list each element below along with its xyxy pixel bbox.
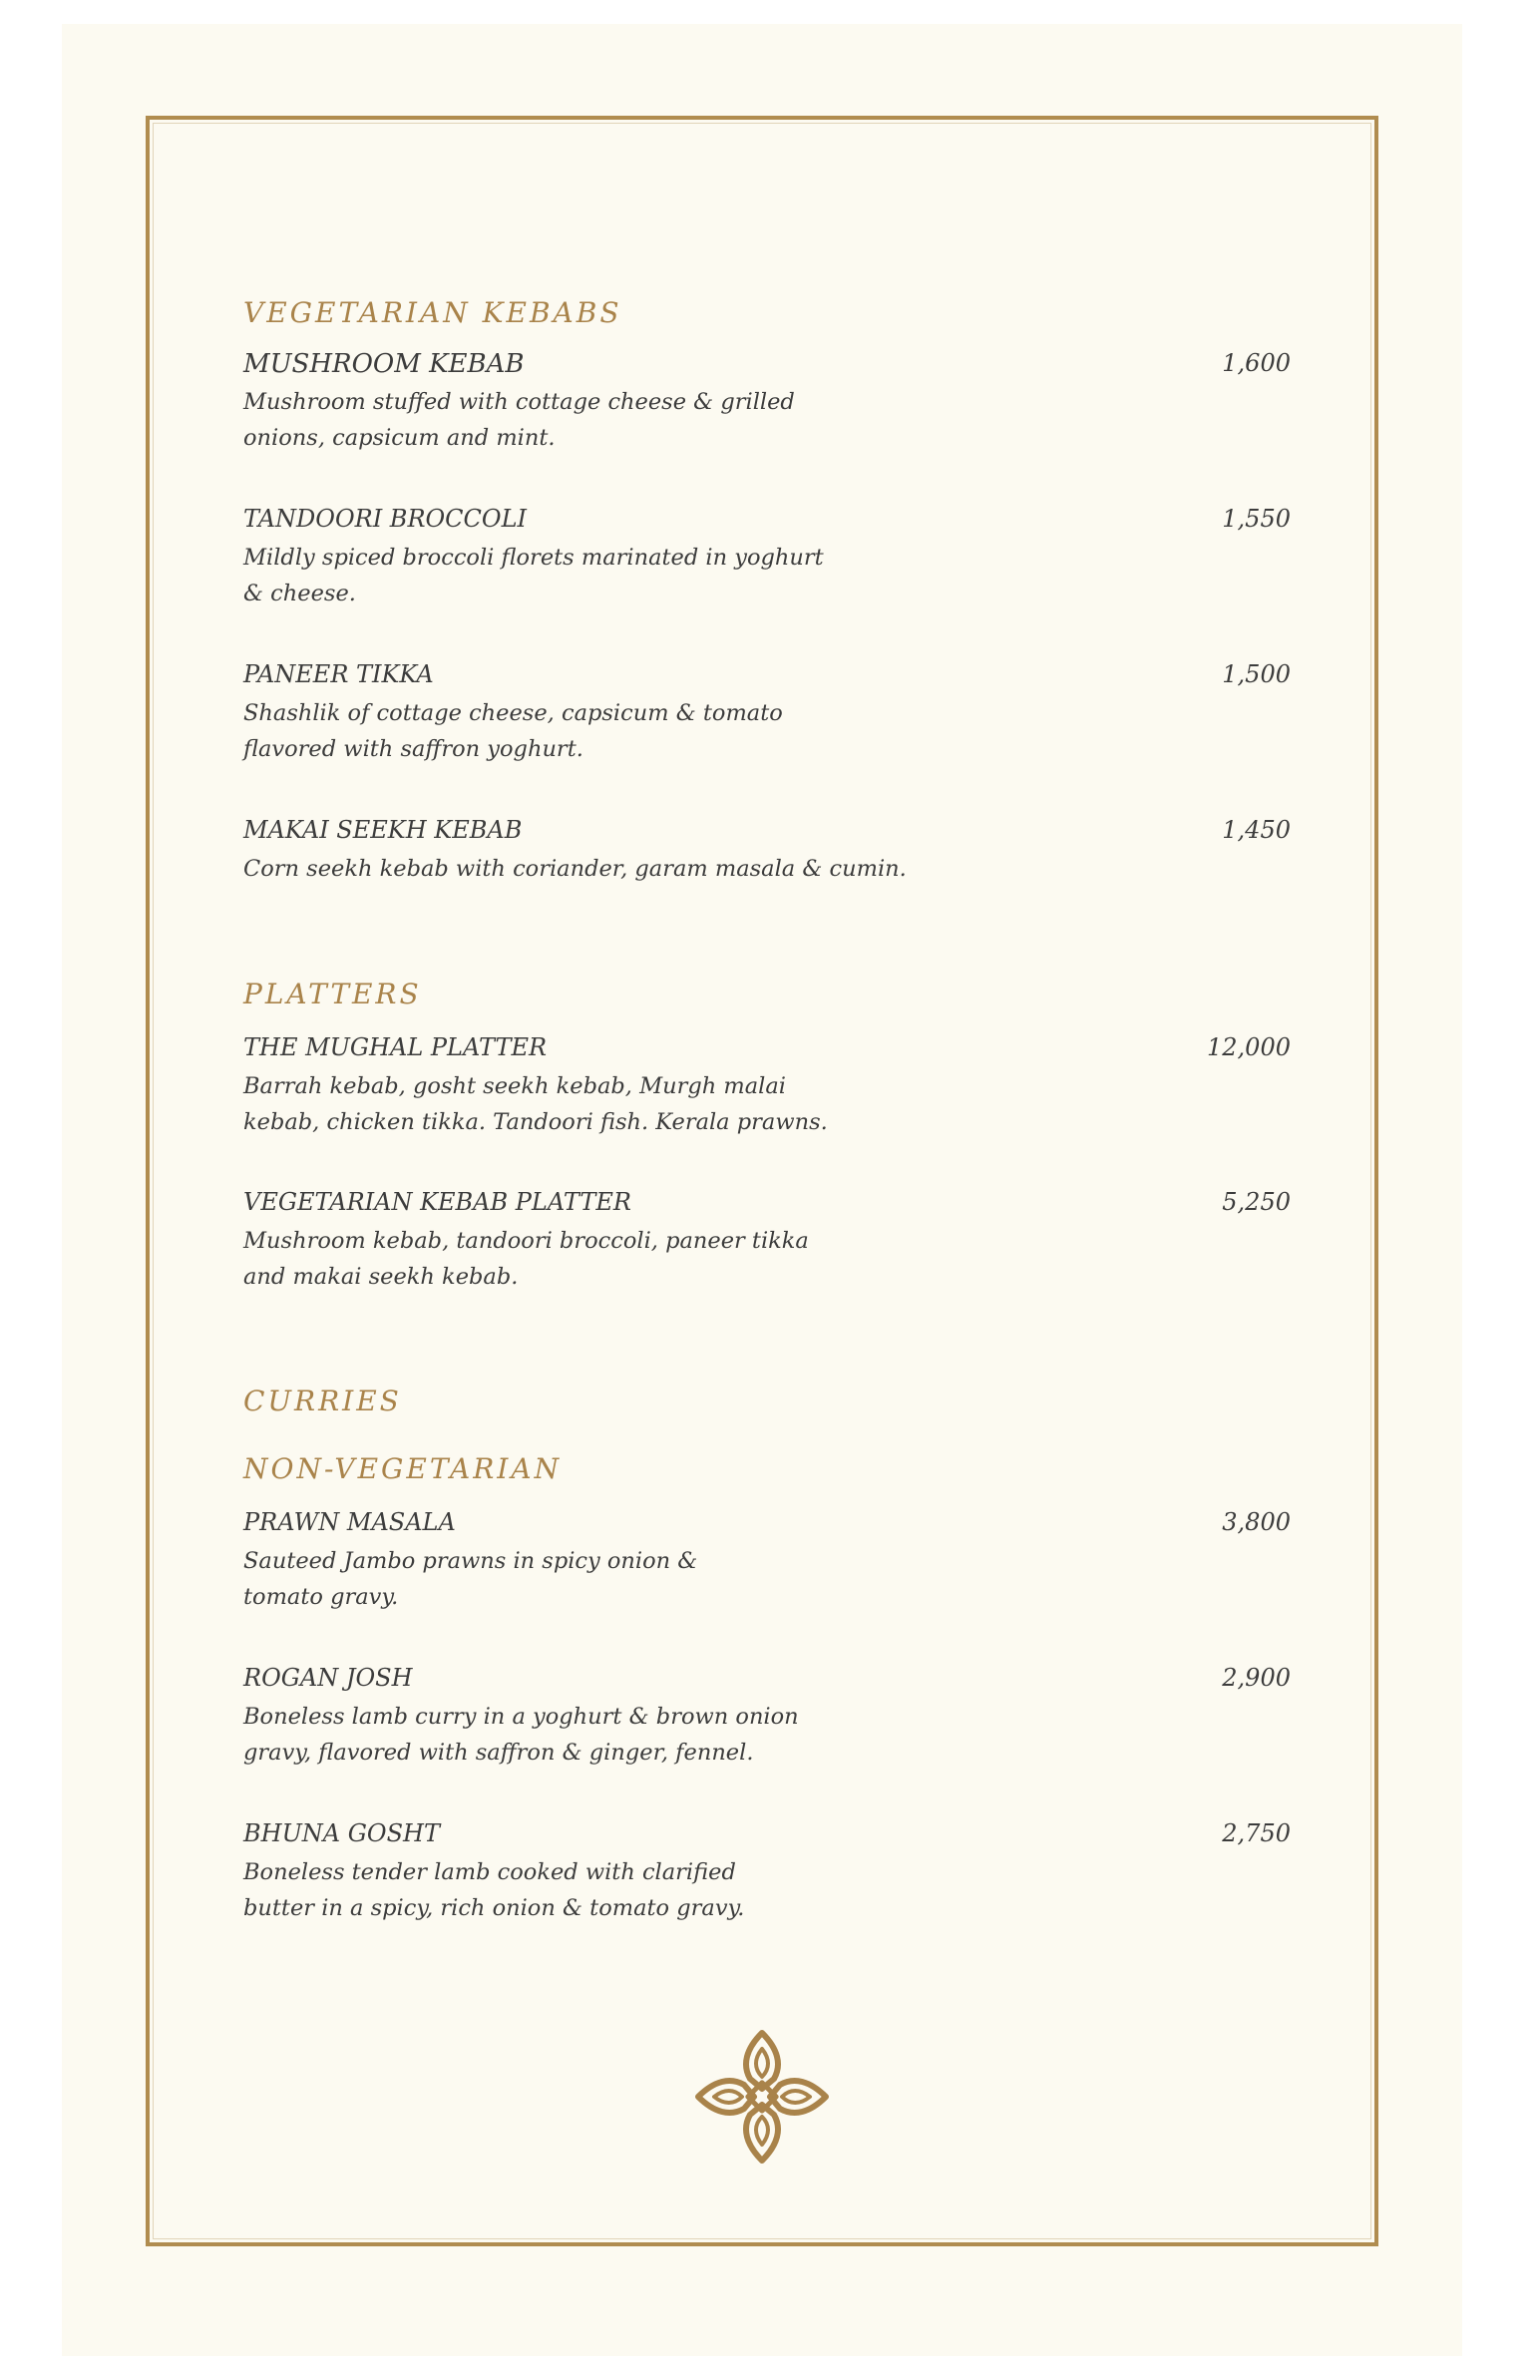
item-description: [243, 384, 795, 456]
description-line: Mildly spiced broccoli florets marinated in yoghurt: [243, 545, 824, 571]
description-line: butter in a spicy, rich onion & tomato gravy.: [243, 1895, 745, 1921]
item-name: PRAWN MASALA: [243, 1508, 456, 1536]
item-price: 2,900: [1222, 1664, 1291, 1692]
description-line: Shashlik of cottage cheese, capsicum & tomato: [243, 700, 783, 726]
item-name: TANDOORI BROCCOLI: [243, 505, 528, 533]
item-name: PANEER TIKKA: [243, 660, 434, 688]
item-description: [243, 1543, 697, 1615]
item-description: [243, 695, 783, 767]
description-line: Boneless tender lamb cooked with clarified: [243, 1859, 736, 1885]
description-line: Barrah kebab, gosht seekh kebab, Murgh malai: [243, 1073, 786, 1099]
item-description: [243, 1068, 828, 1140]
item-description: [243, 1854, 744, 1926]
item-name: BHUNA GOSHT: [243, 1819, 440, 1847]
section-title-vegetarian-kebabs: VEGETARIAN KEBABS: [243, 296, 622, 329]
section-title-platters: PLATTERS: [243, 978, 422, 1010]
item-price: 1,600: [1222, 349, 1291, 377]
description-line: gravy, flavored with saffron & ginger, fennel.: [243, 1740, 754, 1766]
item-name: ROGAN JOSH: [243, 1664, 413, 1692]
item-description: [243, 1699, 799, 1771]
item-price: 5,250: [1222, 1188, 1291, 1216]
description-line: kebab, chicken tikka. Tandoori fish. Kerala prawns.: [243, 1109, 828, 1135]
item-name: THE MUGHAL PLATTER: [243, 1033, 548, 1061]
description-line: Boneless lamb curry in a yoghurt & brown onion: [243, 1704, 799, 1730]
item-price: 1,450: [1222, 816, 1291, 844]
description-line: Mushroom stuffed with cottage cheese & grilled: [243, 389, 795, 415]
item-price: 1,550: [1222, 505, 1291, 533]
item-name: MAKAI SEEKH KEBAB: [243, 816, 523, 844]
section-title-curries: CURRIES: [243, 1385, 402, 1417]
description-line: Mushroom kebab, tandoori broccoli, paneer tikka: [243, 1228, 809, 1254]
item-description: [243, 851, 907, 887]
description-line: flavored with saffron yoghurt.: [243, 736, 583, 762]
item-name: MUSHROOM KEBAB: [243, 349, 525, 379]
description-line: onions, capsicum and mint.: [243, 425, 556, 451]
description-line: tomato gravy.: [243, 1584, 399, 1610]
description-line: and makai seekh kebab.: [243, 1264, 519, 1290]
item-price: 1,500: [1222, 660, 1291, 688]
description-line: Sauteed Jambo prawns in spicy onion &: [243, 1548, 698, 1574]
description-line: Corn seekh kebab with coriander, garam masala & cumin.: [243, 856, 907, 882]
item-name: VEGETARIAN KEBAB PLATTER: [243, 1188, 631, 1216]
item-price: 3,800: [1222, 1508, 1291, 1536]
item-description: [243, 540, 824, 611]
ornamental-knot-icon: [692, 2027, 832, 2167]
item-description: [243, 1223, 809, 1295]
section-subtitle-non-vegetarian: NON-VEGETARIAN: [243, 1452, 563, 1485]
item-price: 12,000: [1207, 1033, 1291, 1061]
item-price: 2,750: [1222, 1819, 1291, 1847]
description-line: & cheese.: [243, 581, 356, 606]
